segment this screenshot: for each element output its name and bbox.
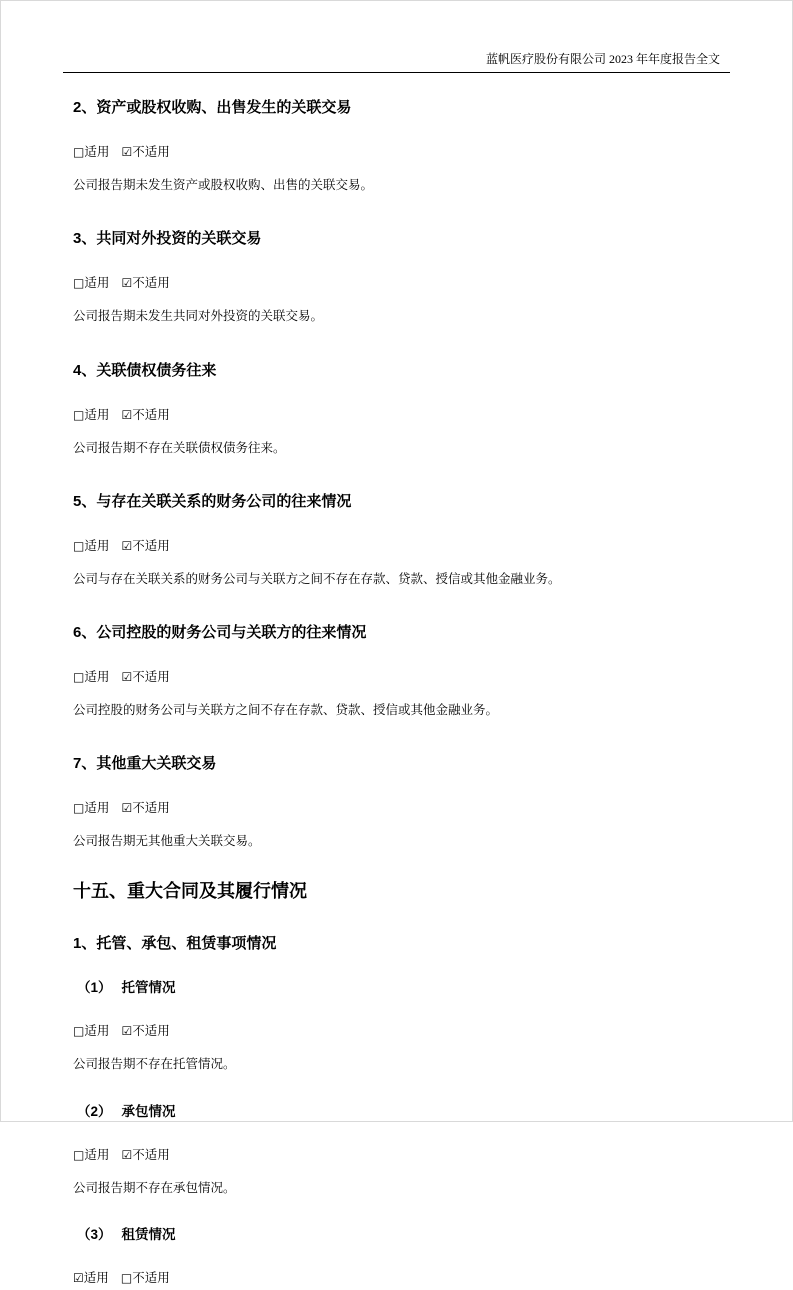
report-header-title: 蓝帆医疗股份有限公司 2023 年年度报告全文	[485, 52, 720, 66]
section-related-credit-debt	[73, 362, 720, 460]
section-body: 公司报告期未发生共同对外投资的关联交易。	[73, 309, 324, 324]
subsection-heading	[73, 1104, 720, 1120]
subsection-number: （1）	[77, 980, 112, 996]
section-body: 公司报告期未发生资产或股权收购、出售的关联交易。	[73, 178, 374, 193]
not-applicable-label: 不适用	[132, 276, 170, 291]
applicable-label: 适用	[84, 407, 110, 422]
subsection-number: （2）	[77, 1103, 112, 1119]
applicable-label: 适用	[84, 1024, 110, 1039]
section-controlled-finance-company-dealings	[73, 624, 720, 722]
applicability-line	[73, 272, 720, 295]
not-applicable-label: 不适用	[132, 145, 170, 159]
applicability-line	[73, 1144, 720, 1167]
subsection-number: （3）	[77, 1226, 112, 1242]
section-body: 公司报告期不存在承包情况。	[73, 1180, 236, 1195]
section-body: 公司控股的财务公司与关联方之间不存在存款、贷款、授信或其他金融业务。	[73, 703, 499, 718]
section-heading: 7、其他重大关联交易	[73, 755, 217, 773]
applicable-label: 适用	[84, 670, 110, 684]
section-related-finance-company-dealings	[73, 493, 720, 591]
page-header	[63, 51, 730, 67]
not-applicable-label: 不适用	[132, 801, 170, 816]
checkbox-unchecked-icon: □	[73, 538, 85, 553]
section-heading: 6、公司控股的财务公司与关联方的往来情况	[73, 624, 367, 641]
subsection-heading	[73, 980, 720, 996]
applicable-label: 适用	[84, 801, 110, 816]
applicability-line	[73, 797, 720, 820]
applicability-line	[73, 404, 720, 427]
checkbox-checked-icon: ☑	[121, 276, 133, 291]
checkbox-checked-icon: ☑	[121, 801, 133, 816]
section-heading: 4、关联债权债务往来	[73, 361, 217, 379]
checkbox-unchecked-icon: □	[73, 670, 85, 684]
not-applicable-label: 不适用	[132, 670, 170, 684]
subsection-title-text: 托管情况	[121, 980, 176, 996]
checkbox-checked-icon: ☑	[73, 1271, 84, 1286]
applicable-label: 适用	[83, 1271, 109, 1286]
subsection-leasing	[73, 1227, 720, 1290]
subsection-heading	[73, 1227, 720, 1243]
checkbox-unchecked-icon: □	[73, 145, 85, 159]
applicable-label: 适用	[84, 145, 110, 159]
section-heading: 5、与存在关联关系的财务公司的往来情况	[73, 492, 352, 510]
section-heading: 2、资产或股权收购、出售发生的关联交易	[73, 99, 352, 116]
checkbox-unchecked-icon: □	[73, 1024, 85, 1039]
section-body: 公司报告期不存在托管情况。	[73, 1057, 236, 1072]
section-heading: 3、共同对外投资的关联交易	[73, 230, 262, 248]
applicable-label: 适用	[84, 276, 110, 291]
subsection-contracting	[73, 1104, 720, 1200]
checkbox-checked-icon: ☑	[121, 1147, 133, 1162]
checkbox-unchecked-icon: □	[120, 1271, 133, 1286]
checkbox-checked-icon: ☑	[121, 407, 133, 422]
subsection-title-text: 租赁情况	[121, 1226, 176, 1242]
subsection-custody	[73, 980, 720, 1076]
applicable-label: 适用	[84, 1147, 110, 1162]
checkbox-unchecked-icon: □	[73, 1147, 85, 1162]
chapter-heading-major-contracts: 十五、重大合同及其履行情况	[73, 880, 307, 901]
checkbox-unchecked-icon: □	[73, 407, 85, 422]
header-divider	[63, 72, 730, 73]
not-applicable-label: 不适用	[132, 1147, 170, 1162]
checkbox-unchecked-icon: □	[73, 276, 85, 291]
not-applicable-label: 不适用	[132, 1271, 170, 1286]
applicability-line	[73, 1267, 720, 1290]
applicability-line	[73, 1020, 720, 1043]
applicability-line	[73, 666, 720, 689]
checkbox-unchecked-icon: □	[73, 801, 85, 816]
checkbox-checked-icon: ☑	[121, 145, 133, 159]
section-body: 公司报告期不存在关联债权债务往来。	[73, 440, 286, 455]
not-applicable-label: 不适用	[132, 538, 170, 553]
applicability-line	[73, 141, 720, 164]
applicable-label: 适用	[84, 538, 110, 553]
checkbox-checked-icon: ☑	[121, 670, 133, 684]
applicability-line	[73, 535, 720, 558]
section-asset-equity-related-transactions	[73, 99, 720, 197]
section-joint-investment-related-transactions	[73, 230, 720, 328]
section-heading-custody-contracting-leasing: 1、托管、承包、租赁事项情况	[73, 935, 277, 953]
checkbox-checked-icon: ☑	[121, 538, 133, 553]
section-body: 公司与存在关联关系的财务公司与关联方之间不存在存款、贷款、授信或其他金融业务。	[73, 571, 561, 586]
section-body: 公司报告期无其他重大关联交易。	[73, 834, 261, 849]
not-applicable-label: 不适用	[132, 1024, 170, 1039]
section-other-major-related-transactions	[73, 755, 720, 853]
not-applicable-label: 不适用	[132, 407, 170, 422]
checkbox-checked-icon: ☑	[121, 1024, 133, 1039]
subsection-title-text: 承包情况	[121, 1103, 176, 1119]
